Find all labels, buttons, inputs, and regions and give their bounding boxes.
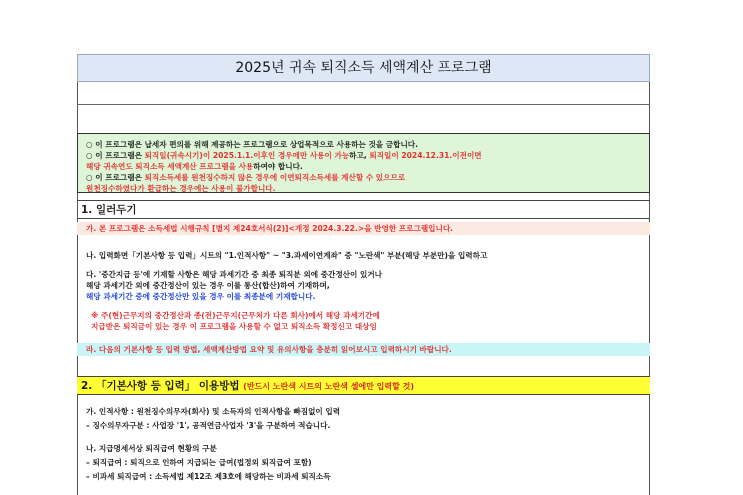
section-2-item-ga-sub: – 징수의무자구분 : 사업장 '1', 공적연금사업자 '3'을 구분하여 적습니다. bbox=[86, 421, 331, 430]
section-1-item-ga: 가. 본 프로그램은 소득세법 시행규칙 [별지 제24호서식(2)]<개정 2024.3.22.>을 반영한 프로그램입니다. bbox=[77, 222, 650, 235]
section-2-item-na: 나. 지급명세서상 퇴직급여 현황의 구분 bbox=[86, 444, 217, 453]
notice-text: ○ 이 프로그램은 bbox=[86, 173, 145, 182]
page-title: 2025년 귀속 퇴직소득 세액계산 프로그램 bbox=[77, 54, 650, 82]
section-1-warning-line-1: ※ 주(현)근무지의 중간정산과 종(전)근무지(근무처가 다른 회사)에서 해당 과세기간에 bbox=[91, 311, 380, 320]
divider bbox=[77, 104, 650, 105]
notice-text: 해당 귀속연도 퇴직소득 세액계산 프로그램을 사용 bbox=[86, 162, 254, 171]
section-1-item-ra: 라. 다음의 기본사항 등 입력 방법, 세액계산방법 요약 및 유의사항을 충분히 읽어보시고 입력하시기 바랍니다. bbox=[77, 343, 650, 356]
notice-box bbox=[77, 133, 650, 193]
notice-text: ○ 이 프로그램은 bbox=[86, 151, 145, 160]
section-1-item-da-line-1: 다. '중간지급 등'에 기재할 사항은 해당 과세기간 중 최종 퇴직분 외에 중간정산이 있거나 bbox=[86, 270, 382, 279]
section-1-item-na: 나. 입력화면「기본사항 등 입력」시트의 "1.인적사항" ~ "3.과세이연계좌" 중 "노란색" 부분(해당 부분만)을 입력하고 bbox=[86, 251, 488, 260]
notice-text: ○ 이 프로그램은 납세자 편의를 위해 제공하는 프로그램으로 상업목적으로 사용하는 것을 금합니다. bbox=[86, 140, 419, 149]
notice-line bbox=[86, 150, 649, 161]
notice-line bbox=[86, 183, 649, 194]
notice-text: 원천징수하였다가 환급하는 경우에는 사용이 불가합니다. bbox=[86, 184, 276, 193]
worksheet bbox=[77, 54, 650, 495]
notice-line bbox=[86, 172, 649, 183]
notice-text: 퇴직일이 2024.12.31.이전이면 bbox=[369, 151, 482, 160]
section-2-title bbox=[77, 376, 650, 395]
section-1-warning-line-2: 지급받은 퇴직금이 있는 경우 이 프로그램을 사용할 수 없고 퇴직소득 확정신고 대상임 bbox=[91, 322, 377, 331]
notice-text: 퇴직일(귀속시기)이 2025.1.1.이후인 경우에만 사용이 가능 bbox=[144, 151, 350, 160]
section-1-item-da-line-2: 해당 과세기간 외에 중간정산이 있는 경우 이를 통산(합산)하여 기재하며, bbox=[86, 281, 330, 290]
section-2-note: (반드시 노란색 시트의 노란색 셀에만 입력할 것) bbox=[243, 382, 415, 391]
section-2-title-text: 2. 「기본사항 등 입력」 이용방법 bbox=[81, 380, 240, 392]
notice-line bbox=[86, 139, 649, 150]
section-2-item-na-sub-1: – 퇴직급여 : 퇴직으로 인하여 지급되는 급여(법정외 퇴직급여 포함) bbox=[86, 458, 312, 467]
notice-line bbox=[86, 161, 649, 172]
section-2-item-na-sub-2: – 비과세 퇴직급여 : 소득세법 제12조 제3호에 해당하는 비과세 퇴직소득 bbox=[86, 472, 331, 481]
section-2-item-ga: 가. 인적사항 : 원천징수의무자(회사) 및 소득자의 인적사항을 빠짐없이 입력 bbox=[86, 407, 341, 416]
section-1-item-da-line-3: 해당 과세기간 중에 중간정산만 있을 경우 이를 최종분에 기재합니다. bbox=[86, 292, 316, 301]
notice-text: 퇴직소득세를 원천징수하지 않은 경우에 이연퇴직소득세를 계산할 수 있으므로 bbox=[144, 173, 406, 182]
notice-text: 하여야 합니다. bbox=[253, 162, 303, 171]
notice-text: 하고, bbox=[349, 151, 370, 160]
section-1-title: 1. 일러두기 bbox=[77, 200, 650, 219]
